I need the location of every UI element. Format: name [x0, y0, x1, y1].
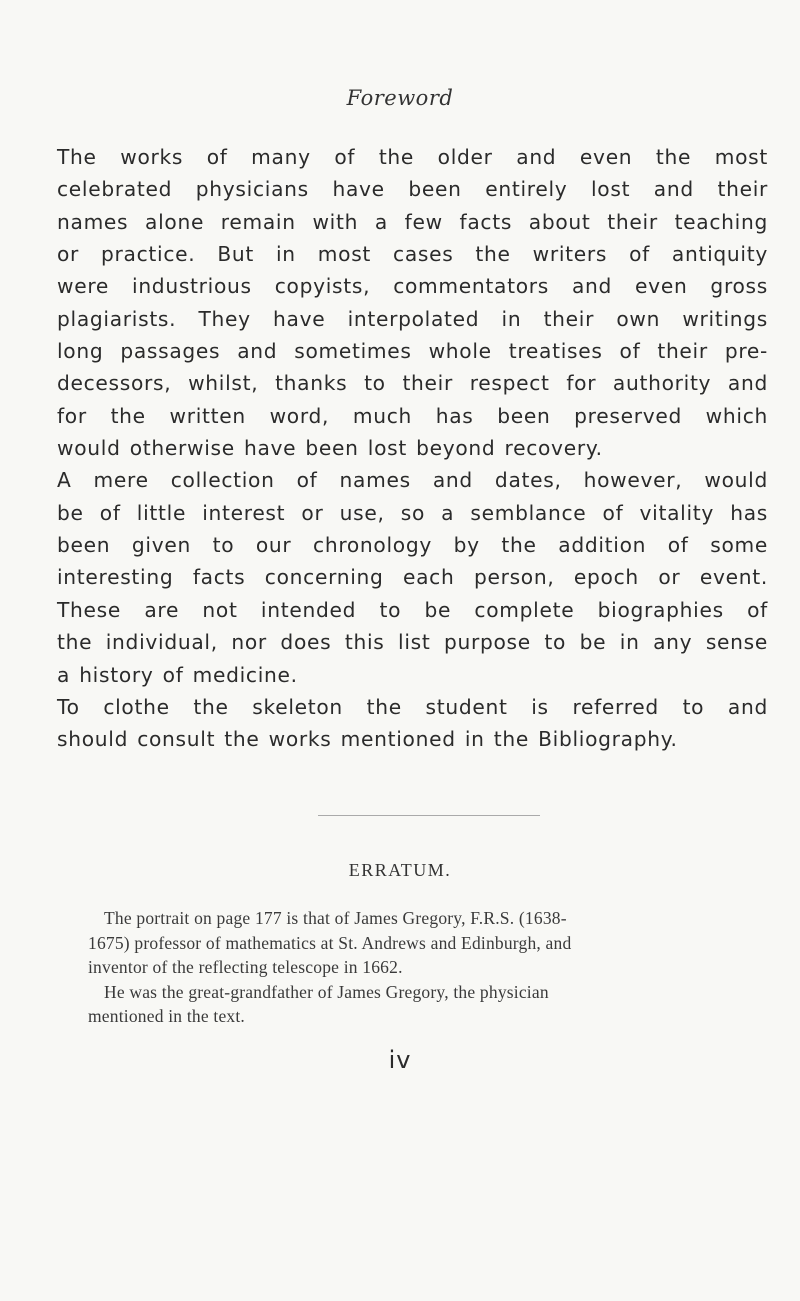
- foreword-line: would otherwise have been lost beyond recovery.: [57, 436, 603, 461]
- foreword-line: a history of medicine.: [57, 662, 298, 687]
- erratum-line: mentioned in the text.: [88, 1006, 246, 1026]
- page-number: iv: [388, 1046, 412, 1074]
- erratum-line: inventor of the reflecting telescope in 1662.: [88, 957, 403, 977]
- foreword-line: These are not intended to be complete biographies of: [57, 597, 768, 622]
- foreword-line: plagiarists. They have interpolated in their own writings: [57, 306, 768, 331]
- section-divider: [318, 815, 540, 816]
- foreword-line: interesting facts concerning each person, epoch or event.: [57, 565, 768, 590]
- foreword-line: or practice. But in most cases the writers of antiquity: [57, 242, 768, 267]
- foreword-line: were industrious copyists, commentators and even gross: [57, 274, 768, 299]
- erratum-body: [88, 906, 748, 1029]
- erratum-heading: ERRATUM.: [348, 860, 452, 880]
- foreword-line: long passages and sometimes whole treatises of their pre-: [57, 339, 768, 364]
- foreword-line: for the written word, much has been preserved which: [57, 403, 768, 428]
- foreword-line: be of little interest or use, so a semblance of vitality has: [57, 500, 768, 525]
- foreword-body: [57, 141, 768, 756]
- erratum-line: 1675) professor of mathematics at St. Andrews and Edinburgh, and: [88, 932, 572, 953]
- foreword-line: To clothe the skeleton the student is referred to and: [57, 694, 768, 719]
- foreword-line: the individual, nor does this list purpose to be in any sense: [57, 630, 768, 655]
- page-title: Foreword: [346, 86, 454, 110]
- foreword-line: names alone remain with a few facts about their teaching: [57, 209, 768, 234]
- erratum-line: The portrait on page 177 is that of James Gregory, F.R.S. (1638-: [104, 908, 567, 928]
- foreword-line: The works of many of the older and even the most: [57, 145, 768, 169]
- foreword-line: decessors, whilst, thanks to their respect for authority and: [57, 371, 768, 396]
- foreword-line: celebrated physicians have been entirely lost and their: [57, 177, 768, 202]
- erratum-line: He was the great-grandfather of James Gregory, the physician: [104, 981, 549, 1002]
- foreword-line: been given to our chronology by the addition of some: [57, 533, 768, 558]
- foreword-line: should consult the works mentioned in the Bibliography.: [57, 727, 678, 752]
- foreword-line: A mere collection of names and dates, however, would: [57, 468, 768, 493]
